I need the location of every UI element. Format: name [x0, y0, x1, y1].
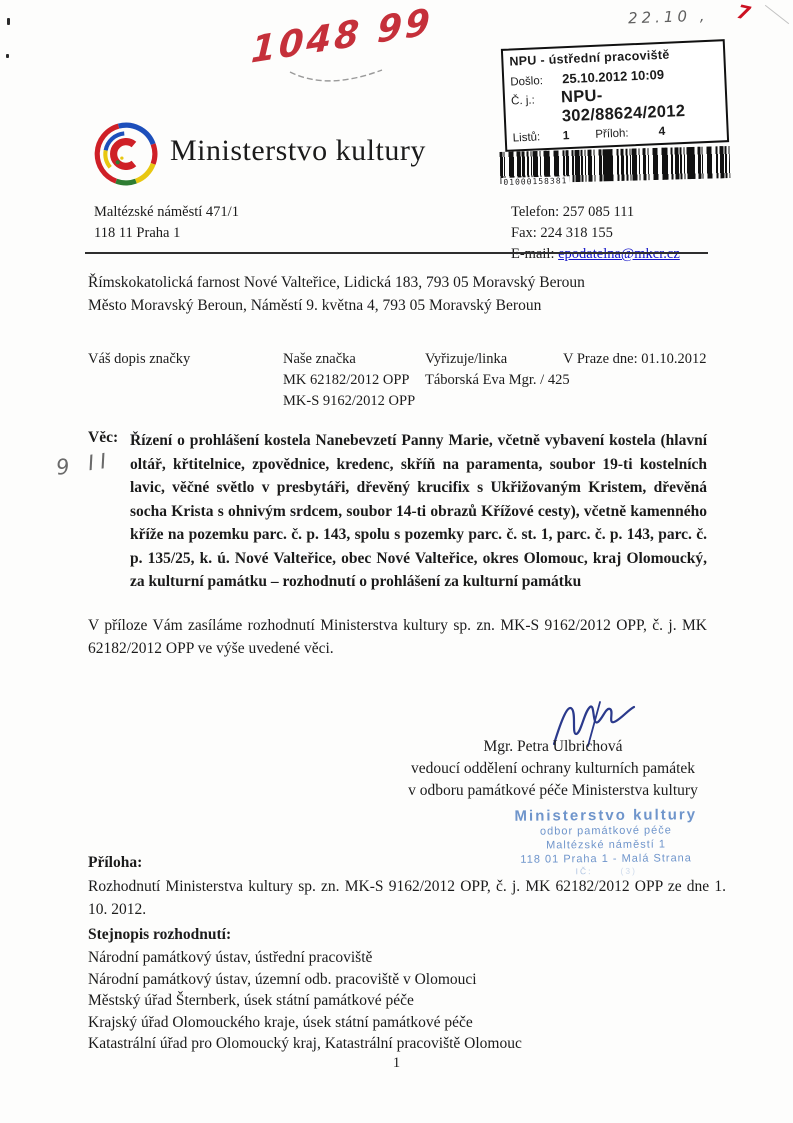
recipient-line-1: Římskokatolická farnost Nové Valteřice, Lidická 183, 793 05 Moravský Beroun	[88, 274, 585, 291]
handled-by-value: Táborská Eva Mgr. / 425	[425, 372, 570, 388]
scan-artifact	[765, 5, 789, 24]
place-date-line: V Praze dne: 01.10.2012	[563, 351, 707, 367]
copies-item: Katastrální úřad pro Olomoucký kraj, Katastrální pracoviště Olomouc	[88, 1035, 522, 1052]
scan-artifact	[6, 54, 9, 58]
registry-stamp-box	[501, 39, 729, 152]
email-link[interactable]: epodatelna@mkcr.cz	[558, 246, 680, 262]
pencil-swoosh	[288, 66, 384, 88]
handled-by-label: Vyřizuje/linka	[425, 351, 508, 367]
handwritten-margin-note: 9 II	[54, 448, 114, 480]
phone-line: Telefon: 257 085 111	[511, 204, 635, 220]
office-stamp-line-3: Maltézské náměstí 1	[546, 838, 667, 852]
fax-line: Fax: 224 318 155	[511, 225, 613, 241]
received-value: 25.10.2012 10:09	[561, 66, 665, 87]
subject-text: Řízení o prohlášení kostela Nanebevzetí Panny Marie, včetně vybavení kostela (hlavní oltář, křtitelnice, zpovědnice, kredenc, skříň na paramenta, soubor 19-ti kostelních lavic, věčné světlo v presbytáři, dřevěný krucifix s Ukřižovaným Kristem, dřevěná socha Krista s ohnivým srdcem, soubor 14-ti obrazů Křížové cesty), včetně kamenného kříže na pozemku parc. č. p. 143, spolu s pozemky parc. č. st. 1, parc. č. p. 143, parc. č. p. 135/25, k. ú. Nové Valteřice, obec Nové Valteřice, okres Olomouc, kraj Olomoucký, za kulturní památku – rozhodnutí o prohlášení za kulturní památku	[130, 432, 707, 590]
recipient-block	[88, 272, 585, 317]
ministry-address	[94, 202, 239, 244]
attachment-text: Rozhodnutí Ministerstva kultury sp. zn. MK-S 9162/2012 OPP, č. j. MK 62182/2012 OPP ze dne 1. 10. 2012.	[88, 878, 726, 918]
enclosures-label: Příloh:	[595, 127, 629, 141]
our-reference-label: Naše značka	[283, 351, 356, 367]
our-reference-value-2: MK-S 9162/2012 OPP	[283, 393, 416, 409]
office-stamp-line-4: 118 01 Praha 1 - Malá Strana	[520, 852, 692, 866]
letterhead-divider	[85, 252, 708, 254]
barcode-number: 01000158381	[503, 176, 568, 187]
handwritten-red-mark: 7	[734, 0, 753, 26]
enclosures-value: 4	[658, 123, 666, 139]
contact-block	[511, 202, 680, 265]
attachment-heading: Příloha:	[88, 854, 143, 871]
recipient-line-2: Město Moravský Beroun, Náměstí 9. května 4, 793 05 Moravský Beroun	[88, 296, 542, 314]
signer-role-1: vedoucí oddělení ochrany kulturních památek	[410, 760, 696, 777]
office-stamp-line-1: Ministerstvo kultury	[514, 806, 698, 825]
file-number-value: NPU-302/88624/2012	[560, 86, 686, 126]
scan-artifact	[7, 18, 10, 25]
subject-label: Věc:	[88, 429, 119, 446]
our-reference-column	[283, 349, 415, 412]
page-number: 1	[392, 1055, 401, 1071]
our-reference-value-1: MK 62182/2012 OPP	[283, 372, 410, 388]
email-label: E-mail:	[511, 246, 559, 262]
handled-by-column	[425, 349, 570, 391]
ministry-name: Ministerstvo kultury	[170, 134, 426, 167]
signer-role-2: v odboru památkové péče Ministerstva kultury	[408, 782, 698, 799]
office-stamp-line-2: odbor památkové péče	[539, 824, 672, 838]
signer-name: Mgr. Petra Ulbrichová	[483, 738, 623, 755]
received-label: Došlo:	[510, 75, 544, 89]
handwritten-date-note: 22.10 ,	[627, 6, 709, 28]
sheets-label: Listů:	[512, 131, 541, 145]
copies-item: Městský úřad Šternberk, úsek státní památkové péče	[88, 992, 414, 1009]
office-stamp-corner-mark: (3)	[620, 865, 637, 876]
address-line-2: 118 11 Praha 1	[94, 225, 181, 241]
copies-heading: Stejnopis rozhodnutí:	[88, 926, 232, 943]
sheets-value: 1	[562, 128, 570, 143]
ministry-of-culture-logo-icon	[93, 121, 159, 187]
signature-block	[380, 736, 726, 802]
copies-item: Krajský úřad Olomouckého kraje, úsek státní památkové péče	[88, 1013, 473, 1031]
copies-item: Národní památkový ústav, územní odb. pracoviště v Olomouci	[88, 970, 477, 988]
office-rubber-stamp	[477, 806, 736, 877]
office-stamp-line-5: IČ: (3)	[575, 865, 637, 877]
barcode	[500, 146, 731, 187]
copies-list	[88, 947, 522, 1055]
copies-item: Národní památkový ústav, ústřední pracoviště	[88, 949, 373, 966]
address-line-1: Maltézské náměstí 471/1	[94, 204, 239, 220]
file-number-label: Č. j.:	[510, 94, 536, 108]
your-reference-label: Váš dopis značky	[88, 351, 191, 367]
handwritten-red-number: 1048 99	[250, 1, 434, 72]
body-paragraph: V příloze Vám zasíláme rozhodnutí Ministerstva kultury sp. zn. MK-S 9162/2012 OPP, č. j. MK 62182/2012 OPP ve výše uvedené věci.	[88, 617, 707, 657]
email-line	[511, 244, 680, 265]
registry-stamp-title: NPU - ústřední pracoviště	[509, 47, 670, 69]
